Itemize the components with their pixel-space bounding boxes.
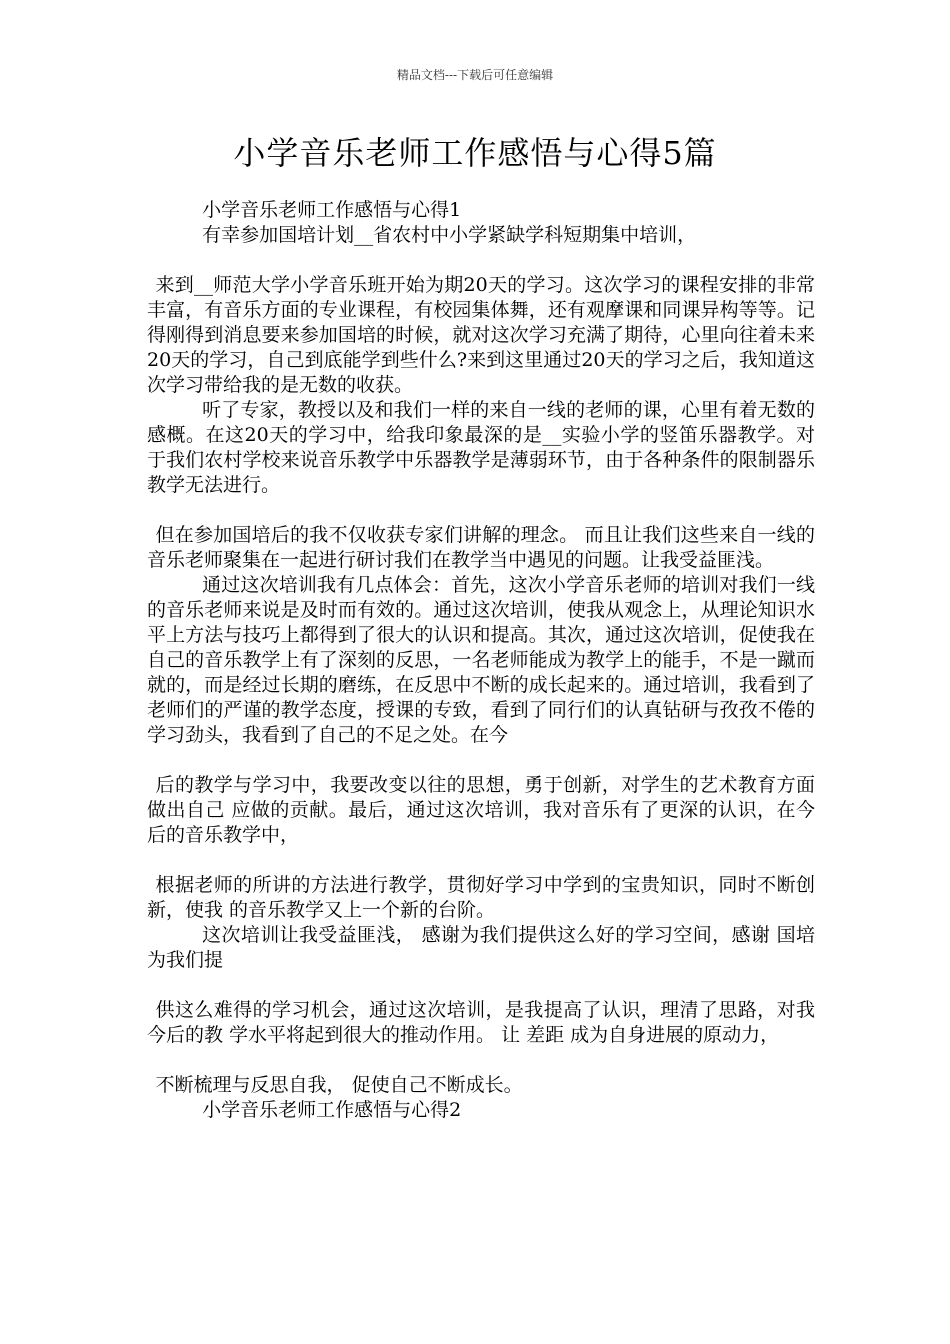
- paragraph-2: 来到__师范大学小学音乐班开始为期20天的学习。这次学习的课程安排的非常丰富，有音乐方面的专业课程，有校园集体舞，还有观摩课和同课异构等等。记得刚得到消息要来参加国培的时候，就对这次学习充满了期待，心里向往着未来20天的学习，自己到底能学到些什么?来到这里通过20天的学习之后，我知道这次学习带给我的是无数的收获。: [147, 274, 815, 396]
- section-heading-2: 小学音乐老师工作感悟与心得2: [202, 1099, 462, 1121]
- header-note: 精品文档---下载后可任意编辑: [396, 68, 554, 82]
- paragraph-5: 通过这次培训我有几点体会：首先，这次小学音乐老师的培训对我们一线的音乐老师来说是及时而有效的。通过这次培训，使我从观念上，从理论知识水平上方法与技巧上都得到了很大的认识和提高。其次，通过这次培训，促使我在自己的音乐教学上有了深刻的反思，一名老师能成为教学上的能手，不是一蹴而就的，而是经过长期的磨练，在反思中不断的成长起来的。通过培训，我看到了老师们的严谨的教学态度，授课的专致，看到了同行们的认真钻研与孜孜不倦的学习劲头，我看到了自己的不足之处。在今: [147, 574, 815, 746]
- paragraph-6: 后的教学与学习中，我要改变以往的思想，勇于创新，对学生的艺术教育方面做出自己 应做的贡献。最后，通过这次培训，我对音乐有了更深的认识，在今后的音乐教学中，: [147, 774, 815, 846]
- paragraph-1: 有幸参加国培计划__省农村中小学紧缺学科短期集中培训，: [202, 224, 697, 246]
- paragraph-4: 但在参加国培后的我不仅收获专家们讲解的理念。 而且让我们这些来自一线的音乐老师聚集在一起进行研讨我们在教学当中遇见的问题。让我受益匪浅。: [147, 524, 815, 571]
- paragraph-7: 根据老师的所讲的方法进行教学，贯彻好学习中学到的宝贵知识，同时不断创新，使我 的音乐教学又上一个新的台阶。: [147, 874, 815, 921]
- paragraph-8: 这次培训让我受益匪浅， 感谢为我们提供这么好的学习空间，感谢 国培 为我们提: [147, 924, 815, 971]
- paragraph-10: 不断梳理与反思自我， 促使自己不断成长。: [155, 1074, 523, 1096]
- paragraph-9: 供这么难得的学习机会，通过这次培训，是我提高了认识，理清了思路，对我今后的教 学水平将起到很大的推动作用。 让 差距 成为自身进展的原动力，: [147, 999, 815, 1046]
- page-title: 小学音乐老师工作感悟与心得5篇: [233, 134, 717, 172]
- paragraph-3: 听了专家，教授以及和我们一样的来自一线的老师的课，心里有着无数的感概。在这20天的学习中，给我印象最深的是__实验小学的竖笛乐器教学。对于我们农村学校来说音乐教学中乐器教学是薄弱环节，由于各种条件的限制器乐教学无法进行。: [147, 399, 815, 496]
- section-heading-1: 小学音乐老师工作感悟与心得1: [202, 199, 462, 221]
- document-body: [147, 198, 815, 1123]
